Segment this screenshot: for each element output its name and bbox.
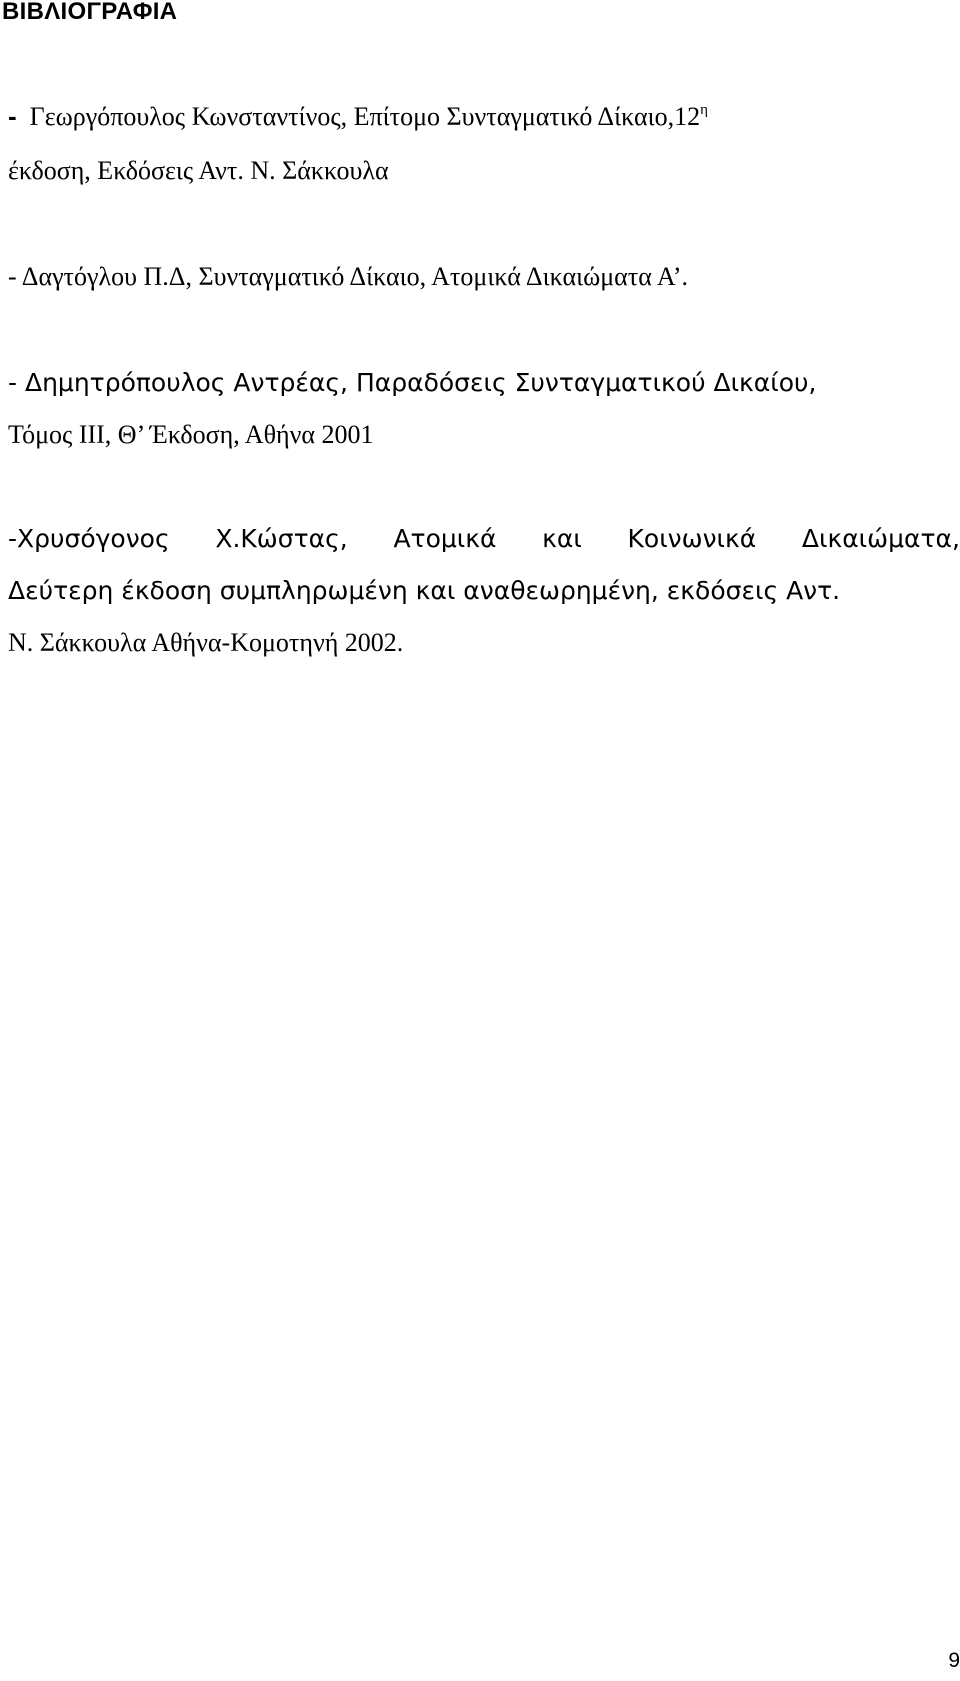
bib-word: Ατομικά (393, 524, 497, 553)
page-number: 9 (948, 1649, 960, 1672)
bib-entry-1-line-2: έκδοση, Εκδόσεις Αντ. Ν. Σάκκουλα (8, 156, 389, 185)
bib-entry-3-line-1: - Δημητρόπουλος Αντρέας, Παραδόσεις Συνταγματικού Δικαίου, (8, 368, 817, 397)
bib-word: Δικαιώματα, (801, 524, 960, 553)
bib-entry-2-line-1: - Δαγτόγλου Π.Δ, Συνταγματικό Δίκαιο, Ατομικά Δικαιώματα Α’. (8, 262, 688, 291)
bullet-dash: - (8, 101, 17, 131)
superscript-eta: η (700, 102, 708, 118)
bib-entry-4-line-2: Δεύτερη έκδοση συμπληρωμένη και αναθεωρημένη, εκδόσεις Αντ. (8, 576, 841, 605)
bib-entry-1-line-1 (8, 99, 708, 134)
bib-entry-4-line-1 (8, 522, 960, 556)
bib-entry-3-line-2: Τόμος ΙΙΙ, Θ’ Έκδοση, Αθήνα 2001 (8, 420, 374, 449)
bib-word: Κοινωνικά (627, 524, 757, 553)
bib-word: Χ.Κώστας, (215, 524, 348, 553)
bib-entry-1-text: Γεωργόπουλος Κωνσταντίνος, Επίτομο Συνταγματικό Δίκαιο,12 (29, 102, 701, 131)
page-title: ΒΙΒΛΙΟΓΡΑΦΙΑ (2, 0, 178, 25)
bib-word: και (542, 524, 582, 553)
bib-word: -Χρυσόγονος (8, 524, 170, 553)
bib-entry-4-line-3: Ν. Σάκκουλα Αθήνα-Κομοτηνή 2002. (8, 628, 404, 657)
